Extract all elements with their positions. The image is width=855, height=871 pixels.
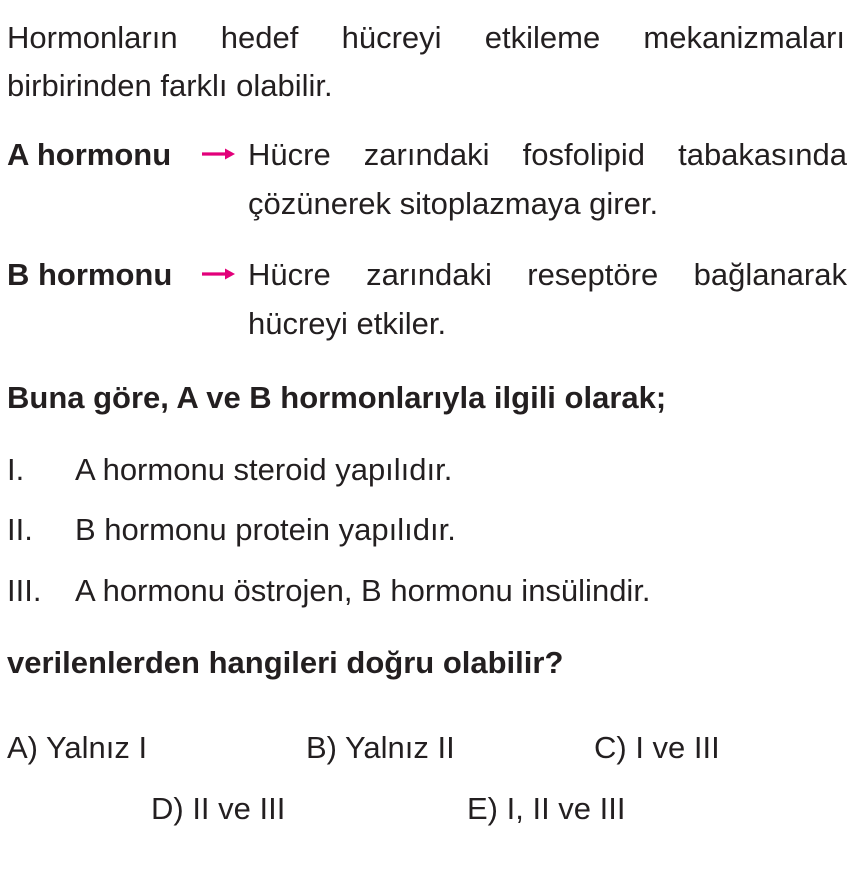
statement-text: A hormonu steroid yapılıdır.: [75, 452, 453, 487]
statement-text: B hormonu protein yapılıdır.: [75, 512, 456, 547]
intro-text: Hormonların hedef hücreyi etkileme mekanizmaları birbirinden farklı olabilir.: [7, 20, 845, 103]
question-end: verilenlerden hangileri doğru olabilir?: [7, 645, 564, 680]
right-arrow-icon: [201, 250, 237, 299]
option-a[interactable]: A) Yalnız I: [7, 730, 148, 765]
hormone-b-label: B hormonu: [7, 257, 173, 292]
question-lead: Buna göre, A ve B hormonlarıyla ilgili olarak;: [7, 380, 667, 415]
hormone-a-label: A hormonu: [7, 137, 172, 172]
option-b[interactable]: B) Yalnız II: [306, 730, 455, 765]
statement-numeral: III.: [7, 573, 42, 608]
statement-numeral: II.: [7, 512, 33, 547]
statement-numeral: I.: [7, 452, 25, 487]
hormone-a-description: Hücre zarındaki fosfolipid tabakasında çözünerek sitoplazmaya girer.: [248, 137, 847, 221]
right-arrow-icon: [201, 130, 237, 179]
option-e[interactable]: E) I, II ve III: [467, 791, 626, 826]
option-c[interactable]: C) I ve III: [594, 730, 720, 765]
option-d[interactable]: D) II ve III: [151, 791, 286, 826]
hormone-b-description: Hücre zarındaki reseptöre bağlanarak hücreyi etkiler.: [248, 257, 847, 341]
statement-text: A hormonu östrojen, B hormonu insülindir.: [75, 573, 651, 608]
